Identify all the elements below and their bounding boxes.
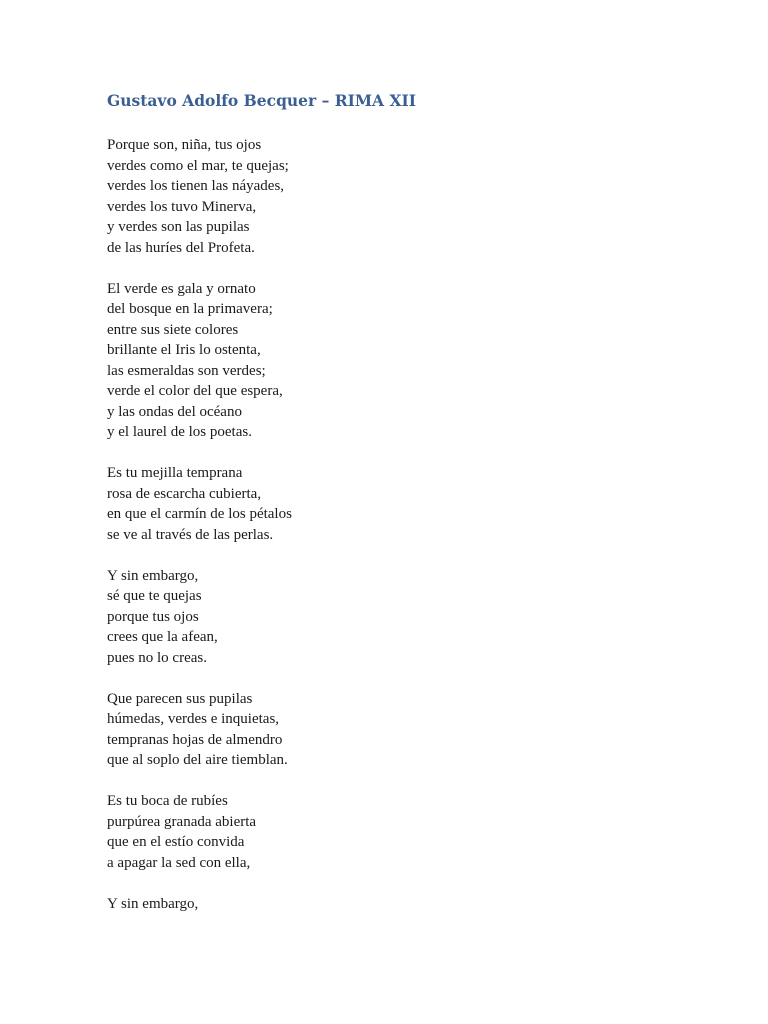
document-title: Gustavo Adolfo Becquer – RIMA XII (107, 91, 416, 110)
poem-line: verdes los tuvo Minerva, (107, 198, 257, 215)
poem-line: de las huríes del Profeta. (107, 239, 255, 256)
poem-body (107, 135, 707, 935)
poem-line: a apagar la sed con ella, (107, 854, 251, 871)
stanza (107, 135, 707, 258)
poem-line: Es tu boca de rubíes (107, 793, 228, 809)
poem-line: y el laurel de los poetas. (107, 424, 252, 440)
stanza (107, 894, 707, 915)
poem-line: Es tu mejilla temprana (107, 465, 243, 481)
poem-line: Porque son, niña, tus ojos (107, 137, 262, 153)
poem-line: y verdes son las pupilas (107, 219, 250, 235)
poem-line: rosa de escarcha cubierta, (107, 485, 262, 502)
poem-line: y las ondas del océano (107, 403, 242, 420)
poem-line: húmedas, verdes e inquietas, (107, 711, 280, 727)
poem-line: del bosque en la primavera; (107, 301, 273, 317)
poem-line: las esmeraldas son verdes; (107, 362, 266, 379)
poem-line: Y sin embargo, (107, 567, 199, 584)
poem-line: que al soplo del aire tiemblan. (107, 752, 288, 768)
poem-line: tempranas hojas de almendro (107, 731, 283, 748)
poem-line: brillante el Iris lo ostenta, (107, 342, 261, 358)
poem-line: verdes los tienen las náyades, (107, 178, 285, 194)
poem-line: verdes como el mar, te quejas; (107, 157, 289, 174)
stanza (107, 689, 707, 771)
stanza (107, 463, 707, 545)
poem-line: pues no lo creas. (107, 649, 207, 666)
poem-line: El verde es gala y ornato (107, 280, 256, 297)
poem-line: Que parecen sus pupilas (107, 690, 253, 707)
poem-line: purpúrea granada abierta (107, 813, 257, 830)
poem-line: entre sus siete colores (107, 321, 239, 338)
poem-line: se ve al través de las perlas. (107, 526, 274, 543)
poem-line: que en el estío convida (107, 834, 245, 850)
poem-line: sé que te quejas (107, 588, 202, 604)
poem-line: porque tus ojos (107, 608, 199, 625)
stanza (107, 791, 707, 873)
poem-line: crees que la afean, (107, 629, 218, 645)
stanza (107, 566, 707, 669)
poem-line: verde el color del que espera, (107, 383, 283, 399)
poem-line: en que el carmín de los pétalos (107, 506, 292, 522)
stanza (107, 279, 707, 443)
poem-line: Y sin embargo, (107, 895, 199, 912)
